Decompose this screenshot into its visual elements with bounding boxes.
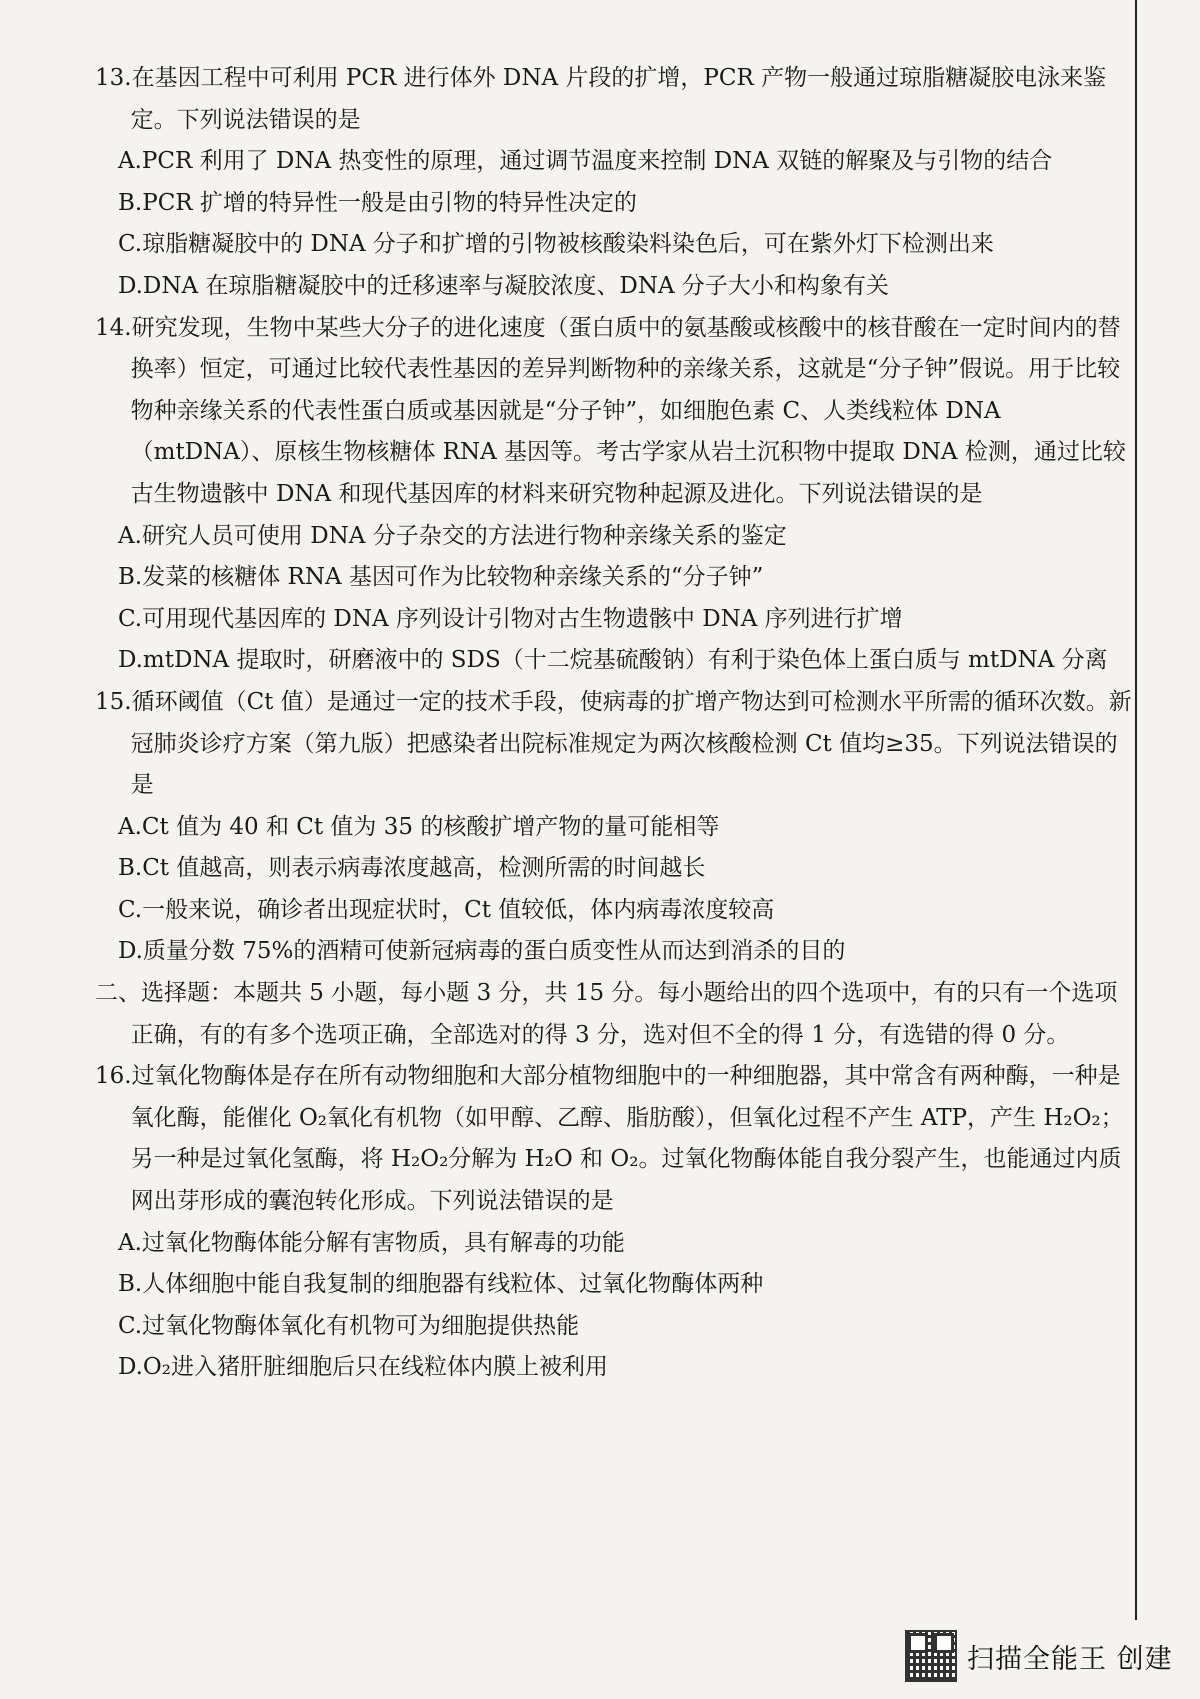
question-16 — [95, 1056, 1135, 1389]
option-b: B.人体细胞中能自我复制的细胞器有线粒体、过氧化物酶体两种 — [118, 1271, 764, 1298]
option-a: A.Ct 值为 40 和 Ct 值为 35 的核酸扩增产物的量可能相等 — [118, 813, 720, 840]
watermark-text: 扫描全能王 创建 — [967, 1643, 1173, 1675]
option-a: A.过氧化物酶体能分解有害物质，具有解毒的功能 — [118, 1229, 625, 1256]
option-d: D.O₂进入猪肝脏细胞后只在线粒体内膜上被利用 — [118, 1354, 609, 1381]
option-d: D.DNA 在琼脂糖凝胶中的迁移速率与凝胶浓度、DNA 分子大小和构象有关 — [118, 272, 889, 299]
page-edge-rule — [1135, 0, 1137, 1620]
question-stem: 16.过氧化物酶体是存在所有动物细胞和大部分植物细胞中的一种细胞器，其中常含有两种酶，一种是氧化酶，能催化 O₂氧化有机物（如甲醇、乙醇、脂肪酸），但氧化过程不产生 ATP，产生 H₂O₂；另一种是过氧化氢酶，将 H₂O₂分解为 H₂O 和 O₂。过氧化物酶体能自我分裂产生，也能通过内质网出芽形成的囊泡转化形成。下列说法错误的是 — [95, 1063, 1124, 1215]
question-14 — [95, 308, 1135, 682]
option-a: A.研究人员可使用 DNA 分子杂交的方法进行物种亲缘关系的鉴定 — [118, 522, 787, 549]
option-b: B.Ct 值越高，则表示病毒浓度越高，检测所需的时间越长 — [118, 855, 706, 882]
question-stem: 15.循环阈值（Ct 值）是通过一定的技术手段，使病毒的扩增产物达到可检测水平所需的循环次数。新冠肺炎诊疗方案（第九版）把感染者出院标准规定为两次核酸检测 Ct 值均≥35。下列说法错误的是 — [95, 688, 1132, 799]
option-c: C.可用现代基因库的 DNA 序列设计引物对古生物遗骸中 DNA 序列进行扩增 — [118, 605, 903, 632]
qr-code-icon — [905, 1630, 957, 1682]
option-d: D.质量分数 75%的酒精可使新冠病毒的蛋白质变性从而达到消杀的目的 — [118, 938, 846, 965]
question-stem: 13.在基因工程中可利用 PCR 进行体外 DNA 片段的扩增，PCR 产物一般通过琼脂糖凝胶电泳来鉴定。下列说法错误的是 — [95, 65, 1107, 133]
section-heading: 二、选择题：本题共 5 小题，每小题 3 分，共 15 分。每小题给出的四个选项中，有的只有一个选项正确，有的有多个选项正确，全部选对的得 3 分，选对但不全的得 1 分，有选错的得 0 分。 — [95, 980, 1118, 1048]
scanner-watermark — [905, 1627, 1175, 1685]
option-d: D.mtDNA 提取时，研磨液中的 SDS（十二烷基硫酸钠）有利于染色体上蛋白质与 mtDNA 分离 — [118, 647, 1108, 674]
option-c: C.一般来说，确诊者出现症状时，Ct 值较低，体内病毒浓度较高 — [118, 896, 775, 923]
option-b: B.发菜的核糖体 RNA 基因可作为比较物种亲缘关系的“分子钟” — [118, 564, 764, 591]
option-c: C.琼脂糖凝胶中的 DNA 分子和扩增的引物被核酸染料染色后，可在紫外灯下检测出来 — [118, 231, 994, 258]
question-stem: 14.研究发现，生物中某些大分子的进化速度（蛋白质中的氨基酸或核酸中的核苷酸在一定时间内的替换率）恒定，可通过比较代表性基因的差异判断物种的亲缘关系，这就是“分子钟”假说。用于比较物种亲缘关系的代表性蛋白质或基因就是“分子钟”，如细胞色素 C、人类线粒体 DNA（mtDNA）、原核生物核糖体 RNA 基因等。考古学家从岩土沉积物中提取 DNA 检测，通过比较古生物遗骸中 DNA 和现代基因库的材料来研究物种起源及进化。下列说法错误的是 — [95, 314, 1126, 507]
question-13 — [95, 58, 1135, 308]
page-content — [95, 58, 1135, 1389]
option-c: C.过氧化物酶体氧化有机物可为细胞提供热能 — [118, 1312, 580, 1339]
option-a: A.PCR 利用了 DNA 热变性的原理，通过调节温度来控制 DNA 双链的解聚及与引物的结合 — [118, 148, 1053, 175]
question-15 — [95, 682, 1135, 973]
option-b: B.PCR 扩增的特异性一般是由引物的特异性决定的 — [118, 189, 637, 216]
